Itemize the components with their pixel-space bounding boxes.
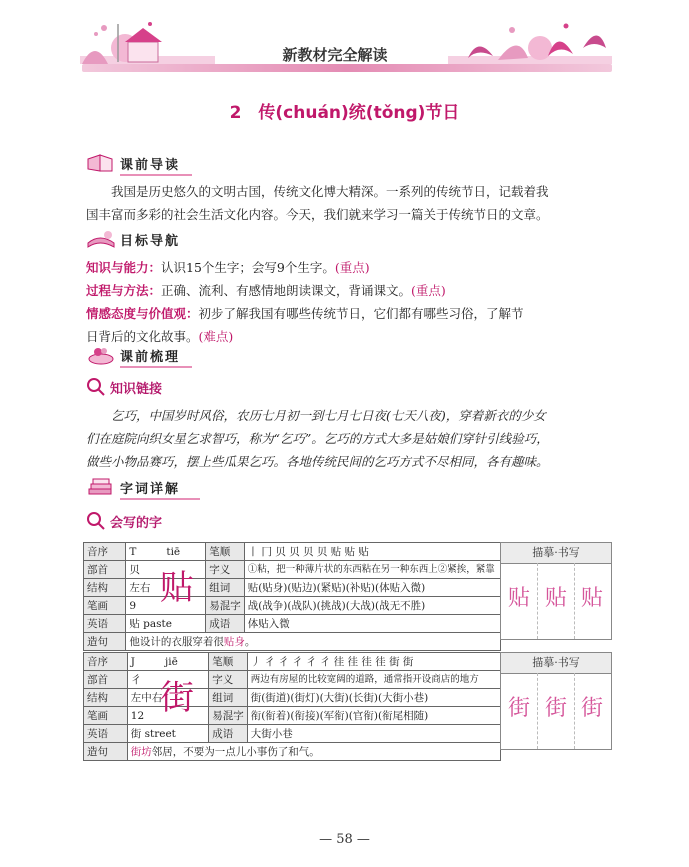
cell-bishun: 丨 冂 贝 贝 贝 贝 贴 贴 贴	[244, 543, 500, 561]
cell-yingyu: 贴 paste	[126, 615, 206, 633]
cell-jiegou: 左中右	[127, 689, 208, 707]
label-bishun: 笔顺	[209, 653, 248, 671]
cell-yingyu: 街 street	[127, 725, 208, 743]
label-yinxu: 音序	[84, 653, 128, 671]
books-stack-icon	[86, 477, 116, 497]
grid-line	[574, 673, 575, 749]
cell-yicuozi: 战(战争)(战队)(挑战)(大战)(战无不胜)	[244, 597, 500, 615]
page-number: — 58 —	[319, 832, 370, 847]
pre-read-line-1: 我国是历史悠久的文明古国，传统文化博大精深。一系列的传统节日，记载着我	[111, 184, 549, 199]
cell-bihua: 9	[126, 597, 206, 615]
big-char-jie: 街	[160, 678, 194, 718]
label-bushou: 部首	[84, 671, 128, 689]
grid-line	[537, 563, 538, 639]
zaoju-highlight: 贴身	[223, 635, 245, 648]
pinyin-value: jiē	[165, 655, 178, 668]
label-zuci: 组词	[209, 689, 248, 707]
goal-emotion	[86, 302, 608, 325]
pre-read-text	[86, 180, 608, 226]
char-table-tie	[83, 542, 501, 651]
trace-char: 贴	[508, 586, 531, 611]
goal-tag: (难点)	[198, 329, 234, 344]
section-pre-read	[86, 152, 180, 174]
label-zaoju: 造句	[84, 633, 126, 651]
goal-text: 认识15个生字；会写9个生字。	[161, 260, 335, 275]
label-zuci: 组词	[206, 579, 245, 597]
trace-char: 贴	[545, 586, 568, 611]
knowledge-text	[86, 404, 608, 473]
section-underline	[120, 174, 192, 176]
trace-char: 街	[581, 696, 604, 721]
cell-jiegou: 左右	[126, 579, 206, 597]
goal-text: 初步了解我国有哪些传统节日，它们都有哪些习俗，了解节	[198, 306, 524, 321]
section-review	[86, 344, 180, 366]
trace-box-title: 描摹·书写	[501, 653, 611, 674]
cell-bishun: 丿 彳 彳 彳 彳 彳 徍 徍 徍 徍 街 街	[247, 653, 500, 671]
section-underline	[120, 498, 200, 500]
grid-line	[574, 563, 575, 639]
subsection-write-chars	[86, 510, 162, 532]
cell-zaoju	[126, 633, 501, 651]
label-yingyu: 英语	[84, 725, 128, 743]
label-chengyu: 成语	[206, 615, 245, 633]
subsection-knowledge-link	[86, 376, 162, 398]
goal-label: 过程与方法：	[86, 283, 162, 298]
label-bihua: 笔画	[84, 707, 128, 725]
header-bar	[82, 64, 612, 72]
goal-knowledge	[86, 256, 608, 279]
cell-ziyi: ①粘，把一种薄片状的东西粘在另一种东西上②紧挨，紧靠	[244, 561, 500, 579]
trace-char: 贴	[581, 586, 604, 611]
goal-tag: (重点)	[334, 260, 370, 275]
cell-chengyu: 体贴入微	[244, 615, 500, 633]
goal-process	[86, 279, 608, 302]
section-goals-title: 目标导航	[120, 233, 181, 249]
section-char-detail-title: 字词详解	[120, 481, 181, 497]
knowledge-line-1: 乞巧，中国岁时风俗，农历七月初一到七月七日夜(七天八夜)，穿着新衣的少女	[111, 408, 546, 423]
zaoju-text-end: 邻居，不要为一点儿小事伤了和气。	[151, 745, 320, 758]
yinxu-value: J	[130, 655, 135, 668]
knowledge-line-3: 做些小物品赛巧，摆上些瓜果乞巧。各地传统民间的乞巧方式不尽相同，各有趣味。	[86, 454, 549, 469]
write-chars-title: 会写的字	[110, 515, 163, 531]
goals-block	[86, 256, 608, 348]
cell-bihua: 12	[127, 707, 208, 725]
label-bishun: 笔顺	[206, 543, 245, 561]
label-ziyi: 字义	[209, 671, 248, 689]
zaoju-highlight: 街坊	[130, 745, 152, 758]
label-chengyu: 成语	[209, 725, 248, 743]
header-left-decoration	[0, 18, 215, 68]
trace-box-jie	[500, 652, 612, 750]
label-bihua: 笔画	[84, 597, 126, 615]
magnifier-icon	[86, 511, 106, 531]
label-bushou: 部首	[84, 561, 126, 579]
zaoju-text: 他设计的衣服穿着很	[129, 635, 224, 648]
goal-label: 知识与能力：	[86, 260, 162, 275]
label-jiegou: 结构	[84, 579, 126, 597]
cell-yicuozi: 衔(衔着)(衔接)(军衔)(官衔)(衔尾相随)	[247, 707, 500, 725]
char-table-jie	[83, 652, 501, 761]
header-title: 新教材完全解读	[282, 46, 388, 64]
big-char-tie: 贴	[160, 568, 194, 608]
pre-read-line-2: 国丰富而多彩的社会生活文化内容。今天，我们就来学习一篇关于传统节日的文章。	[86, 207, 549, 222]
zaoju-text-end: 。	[244, 635, 256, 648]
cell-bushou: 彳	[127, 671, 208, 689]
section-goals	[86, 228, 180, 250]
label-zaoju: 造句	[84, 743, 128, 761]
trace-char: 街	[508, 696, 531, 721]
goal-text: 正确、流利、有感情地朗读课文，背诵课文。	[161, 283, 412, 298]
yinxu-value: T	[129, 545, 137, 558]
knowledge-link-title: 知识链接	[110, 381, 163, 397]
flower-book-icon	[86, 345, 116, 365]
label-yicuozi: 易混字	[209, 707, 248, 725]
label-yicuozi: 易混字	[206, 597, 245, 615]
label-yinxu: 音序	[84, 543, 126, 561]
cell-bushou: 贝	[126, 561, 206, 579]
section-underline	[120, 366, 192, 368]
grid-line	[537, 673, 538, 749]
cell-zuci: 街(街道)(街灯)(大街)(长街)(大街小巷)	[247, 689, 500, 707]
goal-label: 情感态度与价值观：	[86, 306, 199, 321]
section-pre-read-title: 课前导读	[120, 157, 181, 173]
label-jiegou: 结构	[84, 689, 128, 707]
cell-yinxu	[127, 653, 208, 671]
trace-char: 街	[545, 696, 568, 721]
trace-box-title: 描摹·书写	[501, 543, 611, 564]
knowledge-line-2: 们在庭院向织女星乞求智巧，称为“乞巧”。乞巧的方式大多是姑娘们穿针引线验巧，	[86, 431, 549, 446]
section-char-detail	[86, 476, 180, 498]
section-review-title: 课前梳理	[120, 349, 181, 365]
book-icon	[86, 153, 116, 173]
goal-text: 日背后的文化故事。	[86, 329, 199, 344]
cell-yinxu	[126, 543, 206, 561]
header-right-decoration	[448, 18, 689, 68]
lesson-title: 2 传(chuán)统(tǒng)节日	[229, 103, 460, 123]
cell-zaoju	[127, 743, 500, 761]
trace-box-tie	[500, 542, 612, 640]
goal-tag: (重点)	[411, 283, 446, 298]
label-yingyu: 英语	[84, 615, 126, 633]
pinyin-value: tiē	[166, 545, 181, 558]
cell-zuci: 贴(贴身)(贴边)(紧贴)(补贴)(体贴入微)	[244, 579, 500, 597]
magnifier-icon	[86, 377, 106, 397]
label-ziyi: 字义	[206, 561, 245, 579]
cell-ziyi: 两边有房屋的比较宽阔的道路，通常指开设商店的地方	[247, 671, 500, 689]
open-book-icon	[86, 229, 116, 249]
cell-chengyu: 大街小巷	[247, 725, 500, 743]
